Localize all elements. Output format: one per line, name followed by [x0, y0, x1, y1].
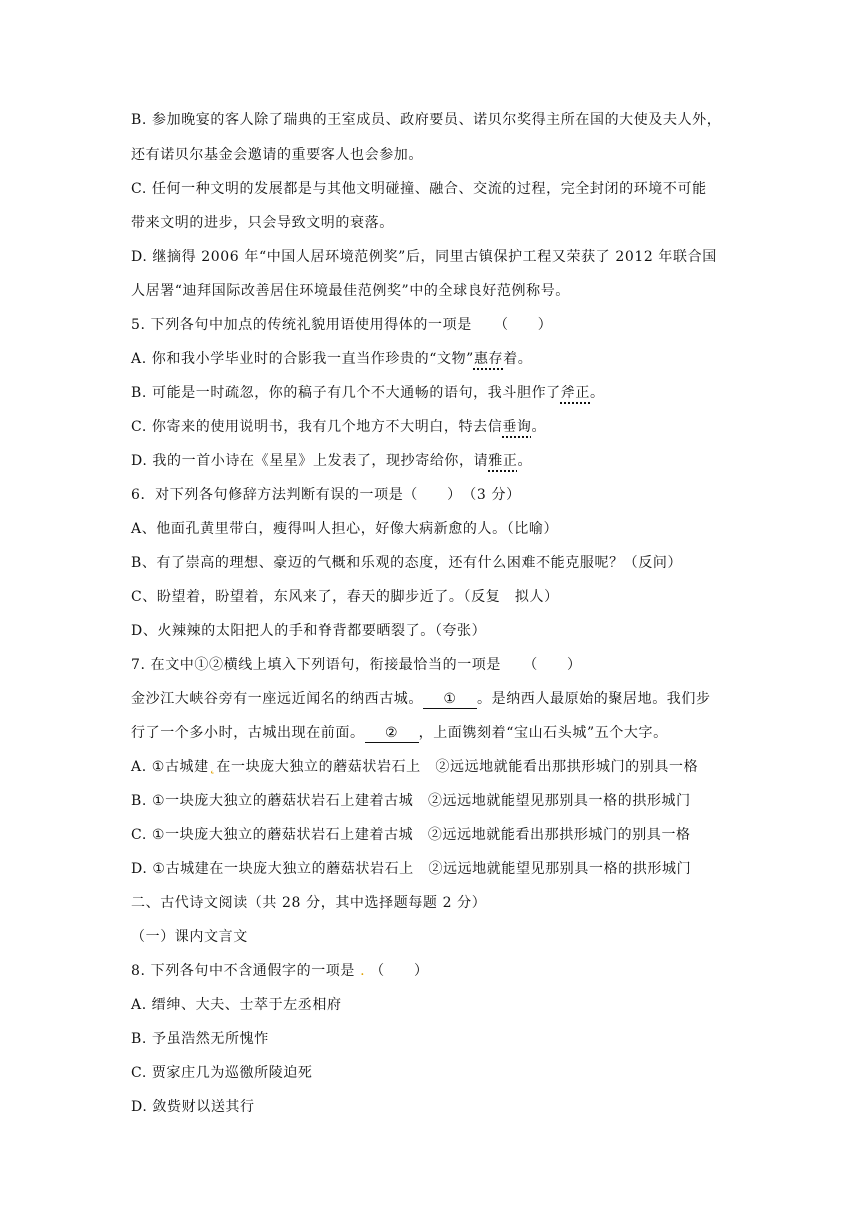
question-5-option-c: C. 你寄来的使用说明书，我有几个地方不大明白，特去信垂询。: [131, 419, 547, 435]
question-6-option-c: C、盼望着，盼望着，东风来了，春天的脚步近了。（反复 拟人）: [131, 589, 559, 605]
dotted-word: 惠存: [473, 351, 504, 367]
question-8-option-b: B. 予虽浩然无所愧怍: [131, 1031, 269, 1047]
text-line: 人居署“迪拜国际改善居住环境最佳范例奖”中的全球良好范例称号。: [131, 283, 570, 299]
dotted-word: 斧正: [560, 385, 590, 401]
text-line: B. 参加晚宴的客人除了瑞典的王室成员、政府要员、诺贝尔奖得主所在国的大使及夫人外，: [131, 112, 722, 128]
edit-mark-icon: .: [355, 963, 371, 979]
dotted-word: 垂询: [502, 419, 532, 435]
fill-blank-1: ①: [423, 690, 477, 709]
question-8: 8. 下列各句中不含通假字的一项是 . （ ）: [131, 963, 429, 979]
question-5-option-d: D. 我的一首小诗在《星星》上发表了，现抄寄给你，请雅正。: [131, 453, 533, 469]
question-8-option-d: D. 敛赀财以送其行: [131, 1099, 255, 1115]
question-8-option-c: C. 贾家庄几为巡徼所陵迫死: [131, 1065, 313, 1081]
text-line: C. 任何一种文明的发展都是与其他文明碰撞、融合、交流的过程，完全封闭的环境不可能: [131, 181, 707, 197]
text-line: 还有诺贝尔基金会邀请的重要客人也会参加。: [131, 147, 423, 163]
question-6-option-a: A、他面孔黄里带白，瘦得叫人担心，好像大病新愈的人。（比喻）: [131, 521, 559, 537]
section-heading: 二、古代诗文阅读（共 28 分，其中选择题每题 2 分）: [131, 895, 487, 911]
edit-mark-icon: ˛: [208, 759, 217, 775]
question-7-option-d: D. ①古城建在一块庞大独立的蘑菇状岩石上 ②远远地就能望见那别具一格的拱形城门: [131, 861, 692, 877]
question-5-option-b: B. 可能是一时疏忽，你的稿子有几个不大通畅的语句，我斗胆作了斧正。: [131, 385, 605, 401]
question-7-passage-line: 金沙江大峡谷旁有一座远近闻名的纳西古城。 ① 。是纳西人最原始的聚居地。我们步: [131, 691, 711, 707]
question-7-option-c: C. ①一块庞大独立的蘑菇状岩石上建着古城 ②远远地就能看出那拱形城门的别具一格: [131, 827, 691, 843]
question-6-option-d: D、火辣辣的太阳把人的手和脊背都要晒裂了。（夸张）: [131, 623, 487, 639]
text-line: D. 继摘得 2006 年“中国人居环境范例奖”后，同里古镇保护工程又荣获了 2012 年联合国: [131, 249, 717, 265]
question-6-option-b: B、有了崇高的理想、豪迈的气概和乐观的态度，还有什么困难不能克服呢？（反问）: [131, 555, 683, 571]
text-line: 带来文明的进步，只会导致文明的衰落。: [131, 215, 394, 231]
question-7-option-b: B. ①一块庞大独立的蘑菇状岩石上建着古城 ②远远地就能望见那别具一格的拱形城门: [131, 793, 691, 809]
question-7: 7. 在文中①②横线上填入下列语句，衔接最恰当的一项是 （ ）: [131, 657, 582, 673]
question-6: 6．对下列各句修辞方法判断有误的一项是（ ） （3 分）: [131, 487, 521, 503]
question-5: 5. 下列各句中加点的传统礼貌用语使用得体的一项是 （ ）: [131, 317, 553, 333]
question-8-option-a: A. 缙绅、大夫、士萃于左丞相府: [131, 997, 342, 1013]
question-5-option-a: A. 你和我小学毕业时的合影我一直当作珍贵的“文物”惠存着。: [131, 351, 533, 367]
fill-blank-2: ②: [365, 724, 419, 743]
question-7-passage-line: 行了一个多小时，古城出现在前面。 ② ，上面镌刻着“宝山石头城”五个大字。: [131, 725, 668, 741]
subsection-heading: （一）课内文言文: [131, 929, 248, 945]
dotted-word: 雅正: [488, 453, 518, 469]
question-7-option-a: A. ①古城建˛在一块庞大独立的蘑菇状岩石上 ②远远地就能看出那拱形城门的别具一格: [131, 759, 699, 775]
